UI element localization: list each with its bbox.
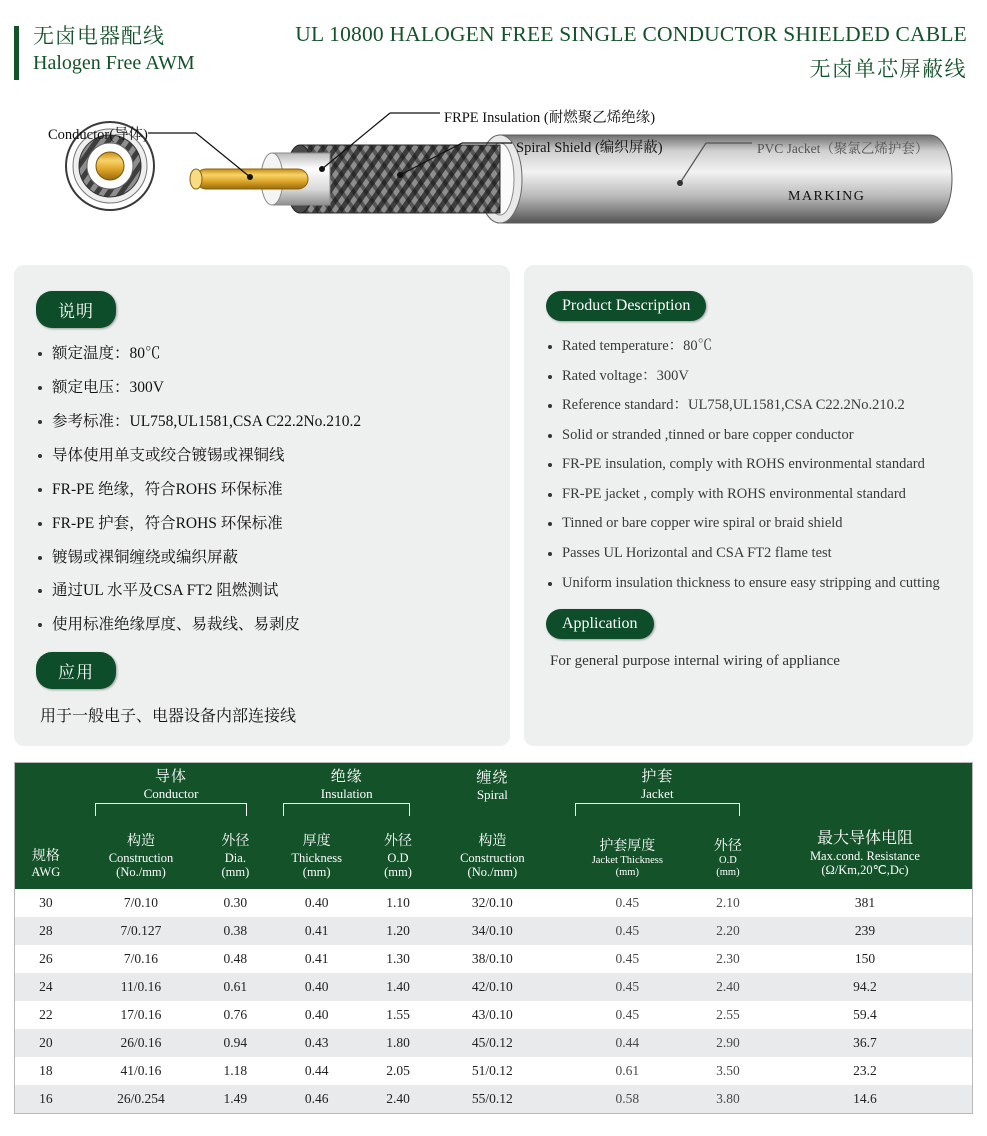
list-item: Solid or stranded ,tinned or bare copper conductor (546, 426, 951, 446)
list-item: 导体使用单支或绞合镀锡或裸铜线 (36, 446, 488, 467)
list-item: Uniform insulation thickness to ensure easy stripping and cutting (546, 574, 951, 594)
cell-awg: 24 (39, 979, 53, 995)
spec-table-head (15, 763, 972, 889)
cell-spiral-construction: 32/0.10 (471, 895, 513, 911)
group-conductor-cn: 导体 (155, 769, 188, 786)
header-cond-constr-en: Construction (108, 850, 174, 865)
cell-jacket-thickness: 0.45 (615, 1007, 640, 1023)
header-ins-thick-en: Thickness (291, 850, 343, 865)
cell-spiral-construction: 38/0.10 (471, 951, 513, 967)
cell-jacket-thickness: 0.61 (615, 1063, 640, 1079)
header-right-title (195, 22, 973, 83)
product-title-en: UL 10800 HALOGEN FREE SINGLE CONDUCTOR SHIELDED CABLE (295, 22, 967, 46)
label-frpe-insulation: FRPE Insulation (耐燃聚乙烯绝缘) (444, 110, 656, 126)
header-cond-constr-unit: (No./mm) (116, 864, 166, 879)
group-jacket-en: Jacket (641, 785, 674, 801)
header-spiral-constr-unit: (No./mm) (467, 864, 518, 879)
header-jkt-thick-en: Jacket Thickness (591, 855, 663, 867)
cell-resistance: 36.7 (853, 1035, 877, 1051)
group-spiral-cn: 缠绕 (476, 770, 509, 787)
cell-ins-thickness: 0.40 (304, 1007, 329, 1023)
cell-cond-construction: 17/0.16 (120, 1007, 162, 1023)
cell-ins-thickness: 0.41 (304, 951, 329, 967)
list-item: 额定电压：300V (36, 378, 488, 399)
group-conductor-en: Conductor (143, 785, 199, 801)
cell-jacket-od: 2.40 (716, 979, 740, 995)
description-panels (0, 265, 987, 746)
list-item: FR-PE insulation, comply with ROHS environmental standard (546, 455, 951, 475)
cell-cond-dia: 0.38 (223, 923, 248, 939)
list-item: Reference standard：UL758,UL1581,CSA C22.2No.210.2 (546, 396, 951, 416)
cell-cond-construction: 41/0.16 (120, 1063, 162, 1079)
cell-jacket-od: 2.90 (716, 1035, 740, 1051)
cell-cond-dia: 0.76 (223, 1007, 248, 1023)
list-item: 通过UL 水平及CSA FT2 阻燃测试 (36, 581, 488, 602)
cell-ins-od: 1.20 (386, 923, 410, 939)
list-item: 额定温度：80℃ (36, 344, 488, 365)
panel-english (524, 265, 973, 746)
cable-diagram (0, 91, 987, 261)
cell-jacket-od: 2.10 (716, 895, 740, 911)
group-insulation-cn: 绝缘 (330, 769, 363, 786)
cell-resistance: 150 (854, 951, 876, 967)
list-item: Tinned or bare copper wire spiral or braid shield (546, 514, 951, 534)
cell-ins-thickness: 0.43 (304, 1035, 329, 1051)
table-row (15, 945, 972, 973)
header-ins-od-en: O.D (387, 850, 409, 865)
panel-cn-title: 说明 (36, 291, 116, 328)
header-ins-thickness (265, 828, 368, 889)
table-row (15, 889, 972, 917)
table-row (15, 917, 972, 945)
list-item: 参考标准：UL758,UL1581,CSA C22.2No.210.2 (36, 412, 488, 433)
table-row (15, 1085, 972, 1113)
header-jacket-od (698, 828, 758, 889)
panel-en-title: Product Description (546, 291, 706, 321)
cell-cond-dia: 0.61 (223, 979, 248, 995)
label-pvc-jacket: PVC Jacket（聚氯乙烯护套） (757, 141, 929, 156)
cell-jacket-thickness: 0.45 (615, 951, 640, 967)
label-conductor: Conductor(导体) (48, 127, 148, 143)
panel-cn-application-text: 用于一般电子、电器设备内部连接线 (40, 708, 297, 726)
table-row (15, 973, 972, 1001)
list-item: Passes UL Horizontal and CSA FT2 flame test (546, 544, 951, 564)
list-item: Rated temperature：80℃ (546, 337, 951, 357)
cell-spiral-construction: 51/0.12 (471, 1063, 513, 1079)
cell-jacket-thickness: 0.45 (615, 923, 640, 939)
header-cond-dia (205, 828, 265, 889)
header-cond-dia-unit: (mm) (221, 864, 250, 879)
cell-resistance: 94.2 (853, 979, 877, 995)
cell-resistance: 239 (854, 923, 876, 939)
cell-resistance: 381 (854, 895, 876, 911)
cell-ins-thickness: 0.41 (304, 923, 329, 939)
cell-awg: 26 (39, 951, 53, 967)
header-resistance (758, 763, 972, 889)
group-conductor (77, 763, 266, 828)
group-spiral-spacer (452, 804, 533, 816)
label-marking: MARKING (788, 189, 866, 204)
cell-awg: 28 (39, 923, 53, 939)
header-jkt-thick-cn: 护套厚度 (599, 839, 656, 855)
cell-ins-thickness: 0.46 (304, 1091, 329, 1107)
panel-cn-application (36, 652, 488, 689)
page-header (0, 0, 987, 83)
header-awg-cn: 规格 (31, 848, 60, 864)
list-item: FR-PE 绝缘，符合ROHS 环保标准 (36, 480, 488, 501)
panel-en-application (546, 609, 951, 639)
cell-ins-od: 1.30 (386, 951, 410, 967)
cell-cond-dia: 1.18 (223, 1063, 248, 1079)
group-blank-awg (15, 763, 77, 828)
table-row (15, 1029, 972, 1057)
header-cond-dia-en: Dia. (224, 850, 246, 865)
header-jkt-thick-unit: (mm) (615, 867, 639, 879)
cell-cond-dia: 0.48 (223, 951, 248, 967)
cell-resistance: 14.6 (853, 1091, 877, 1107)
cell-ins-od: 2.40 (386, 1091, 410, 1107)
cell-awg: 18 (39, 1063, 53, 1079)
panel-en-bullets (546, 337, 951, 593)
cell-awg: 20 (39, 1035, 53, 1051)
header-cond-constr-cn: 构造 (126, 834, 155, 850)
header-jkt-od-unit: (mm) (716, 867, 740, 879)
panel-en-application-text: For general purpose internal wiring of appliance (550, 653, 840, 670)
spec-table (15, 763, 972, 1113)
group-insulation-en: Insulation (320, 785, 373, 801)
cell-cond-construction: 7/0.16 (123, 951, 159, 967)
cell-jacket-od: 2.20 (716, 923, 740, 939)
header-resistance-unit: (Ω/Km,20℃,Dc) (821, 862, 909, 877)
cell-ins-od: 1.40 (386, 979, 410, 995)
list-item: 镀锡或裸铜缠绕或编织屏蔽 (36, 548, 488, 569)
header-ins-thick-unit: (mm) (302, 864, 331, 879)
cell-awg: 30 (39, 895, 53, 911)
header-ins-od-cn: 外径 (384, 834, 412, 850)
panel-chinese (14, 265, 510, 746)
cell-spiral-construction: 43/0.10 (471, 1007, 513, 1023)
header-title-cn: 无卤电器配线 (33, 24, 165, 48)
cell-jacket-od: 3.50 (716, 1063, 740, 1079)
header-cond-dia-cn: 外径 (221, 834, 250, 850)
panel-en-application-title: Application (546, 609, 654, 639)
group-insulation (265, 763, 428, 828)
cell-awg: 16 (39, 1091, 53, 1107)
cell-spiral-construction: 55/0.12 (471, 1091, 513, 1107)
product-title-cn: 无卤单芯屏蔽线 (809, 57, 967, 81)
cell-jacket-thickness: 0.45 (615, 979, 640, 995)
cell-cond-construction: 26/0.16 (120, 1035, 162, 1051)
list-item: 使用标准绝缘厚度、易裁线、易剥皮 (36, 615, 488, 636)
cell-jacket-thickness: 0.44 (615, 1035, 640, 1051)
cell-ins-thickness: 0.40 (304, 979, 329, 995)
table-group-row (15, 763, 972, 828)
header-jacket-thickness (557, 828, 698, 889)
table-row (15, 1057, 972, 1085)
header-jkt-od-cn: 外径 (713, 839, 742, 855)
cell-spiral-construction: 45/0.12 (471, 1035, 513, 1051)
header-accent-bar (14, 26, 19, 80)
cell-resistance: 59.4 (853, 1007, 877, 1023)
group-jacket-cn: 护套 (641, 769, 674, 786)
header-ins-od (368, 828, 428, 889)
header-awg (15, 828, 77, 889)
cell-cond-dia: 0.30 (223, 895, 248, 911)
cell-ins-od: 2.05 (386, 1063, 410, 1079)
specification-table (14, 762, 973, 1114)
header-ins-thick-cn: 厚度 (302, 834, 331, 850)
cell-cond-construction: 11/0.16 (120, 979, 162, 995)
group-conductor-bracket (95, 803, 248, 816)
list-item: FR-PE 护套，符合ROHS 环保标准 (36, 514, 488, 535)
header-spiral-constr-en: Construction (460, 850, 525, 865)
group-jacket (557, 763, 758, 828)
cell-jacket-thickness: 0.45 (615, 895, 640, 911)
cell-jacket-thickness: 0.58 (615, 1091, 640, 1107)
group-spiral-en: Spiral (476, 786, 508, 802)
group-jacket-bracket (575, 803, 740, 816)
cell-awg: 22 (39, 1007, 53, 1023)
header-spiral-construction (428, 828, 557, 889)
cell-ins-od: 1.10 (386, 895, 410, 911)
cell-jacket-od: 2.55 (716, 1007, 740, 1023)
label-spiral-shield: Spiral Shield (编织屏蔽) (516, 140, 663, 156)
header-jkt-od-en: O.D (719, 855, 737, 867)
cell-jacket-od: 3.80 (716, 1091, 740, 1107)
cell-cond-construction: 7/0.127 (120, 923, 162, 939)
cell-cond-construction: 26/0.254 (117, 1091, 165, 1107)
cell-ins-od: 1.55 (386, 1007, 410, 1023)
header-left-title (33, 22, 195, 77)
header-awg-en: AWG (31, 864, 61, 879)
cell-cond-dia: 1.49 (223, 1091, 248, 1107)
header-resistance-en: Max.cond. Resistance (809, 848, 920, 863)
cell-ins-thickness: 0.44 (304, 1063, 329, 1079)
table-row (15, 1001, 972, 1029)
cell-ins-od: 1.80 (386, 1035, 410, 1051)
cell-resistance: 23.2 (853, 1063, 877, 1079)
group-insulation-bracket (283, 803, 410, 816)
spec-table-body (15, 889, 972, 1113)
cell-jacket-od: 2.30 (716, 951, 740, 967)
cell-cond-dia: 0.94 (223, 1035, 248, 1051)
header-cond-construction (77, 828, 206, 889)
list-item: FR-PE jacket , comply with ROHS environmental standard (546, 485, 951, 505)
list-item: Rated voltage：300V (546, 367, 951, 387)
header-title-en: Halogen Free AWM (33, 52, 195, 75)
group-spiral (428, 763, 557, 828)
panel-cn-application-title: 应用 (36, 652, 116, 689)
header-resistance-cn: 最大导体电阻 (816, 830, 913, 848)
panel-cn-bullets (36, 344, 488, 636)
cell-cond-construction: 7/0.10 (123, 895, 159, 911)
header-ins-od-unit: (mm) (384, 864, 412, 879)
cell-spiral-construction: 34/0.10 (471, 923, 513, 939)
header-spiral-constr-cn: 构造 (478, 834, 507, 850)
cell-ins-thickness: 0.40 (304, 895, 329, 911)
cell-spiral-construction: 42/0.10 (471, 979, 513, 995)
